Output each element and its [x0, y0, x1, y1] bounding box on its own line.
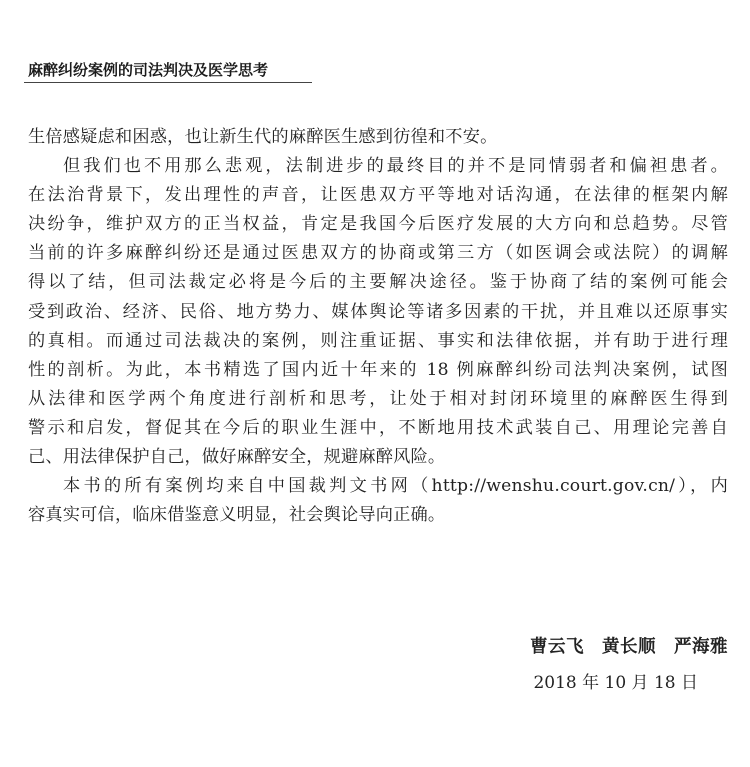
text-line: 本书的所有案例均来自中国裁判文书网（http://wenshu.court.gov.cn/），内 — [63, 476, 728, 497]
text-line: 受到政治、经济、民俗、地方势力、媒体舆论等诸多因素的干扰，并且难以还原事实 — [28, 301, 728, 322]
text-line: 生倍感疑虑和困惑，也让新生代的麻醉医生感到彷徨和不安。 — [28, 127, 498, 147]
signature-date: 2018 年 10 月 18 日 — [533, 673, 698, 693]
text-line: 当前的许多麻醉纠纷还是通过医患双方的协商或第三方（如医调会或法院）的调解 — [28, 243, 728, 264]
paragraph — [28, 472, 728, 530]
text-line: 己、用法律保护自己，做好麻醉安全，规避麻醉风险。 — [28, 447, 446, 468]
paragraph — [28, 123, 728, 152]
text-line: 决纷争，维护双方的正当权益，肯定是我国今后医疗发展的大方向和总趋势。尽管 — [28, 214, 728, 235]
text-line: 性的剖析。为此，本书精选了国内近十年来的 18 例麻醉纠纷司法判决案例，试图 — [28, 359, 728, 380]
text-line: 得以了结，但司法裁定必将是今后的主要解决途径。鉴于协商了结的案例可能会 — [28, 272, 728, 293]
text-line: 警示和启发，督促其在今后的职业生涯中，不断地用技术武装自己、用理论完善自 — [28, 417, 728, 438]
paragraph — [28, 152, 728, 472]
running-header-title: 麻醉纠纷案例的司法判决及医学思考 — [28, 61, 269, 79]
preface-body — [28, 123, 728, 530]
text-line: 在法治背景下，发出理性的声音，让医患双方平等地对话沟通，在法律的框架内解 — [28, 185, 728, 206]
author-signature: 曹云飞 黄长顺 严海雅 — [530, 637, 728, 657]
running-header — [24, 56, 312, 83]
text-line: 的真相。而通过司法裁决的案例，则注重证据、事实和法律依据，并有助于进行理 — [28, 330, 728, 351]
text-line: 但我们也不用那么悲观，法制进步的最终目的并不是同情弱者和偏袒患者。 — [63, 156, 728, 177]
text-line: 容真实可信，临床借鉴意义明显，社会舆论导向正确。 — [28, 505, 446, 526]
text-line: 从法律和医学两个角度进行剖析和思考，让处于相对封闭环境里的麻醉医生得到 — [28, 388, 728, 409]
